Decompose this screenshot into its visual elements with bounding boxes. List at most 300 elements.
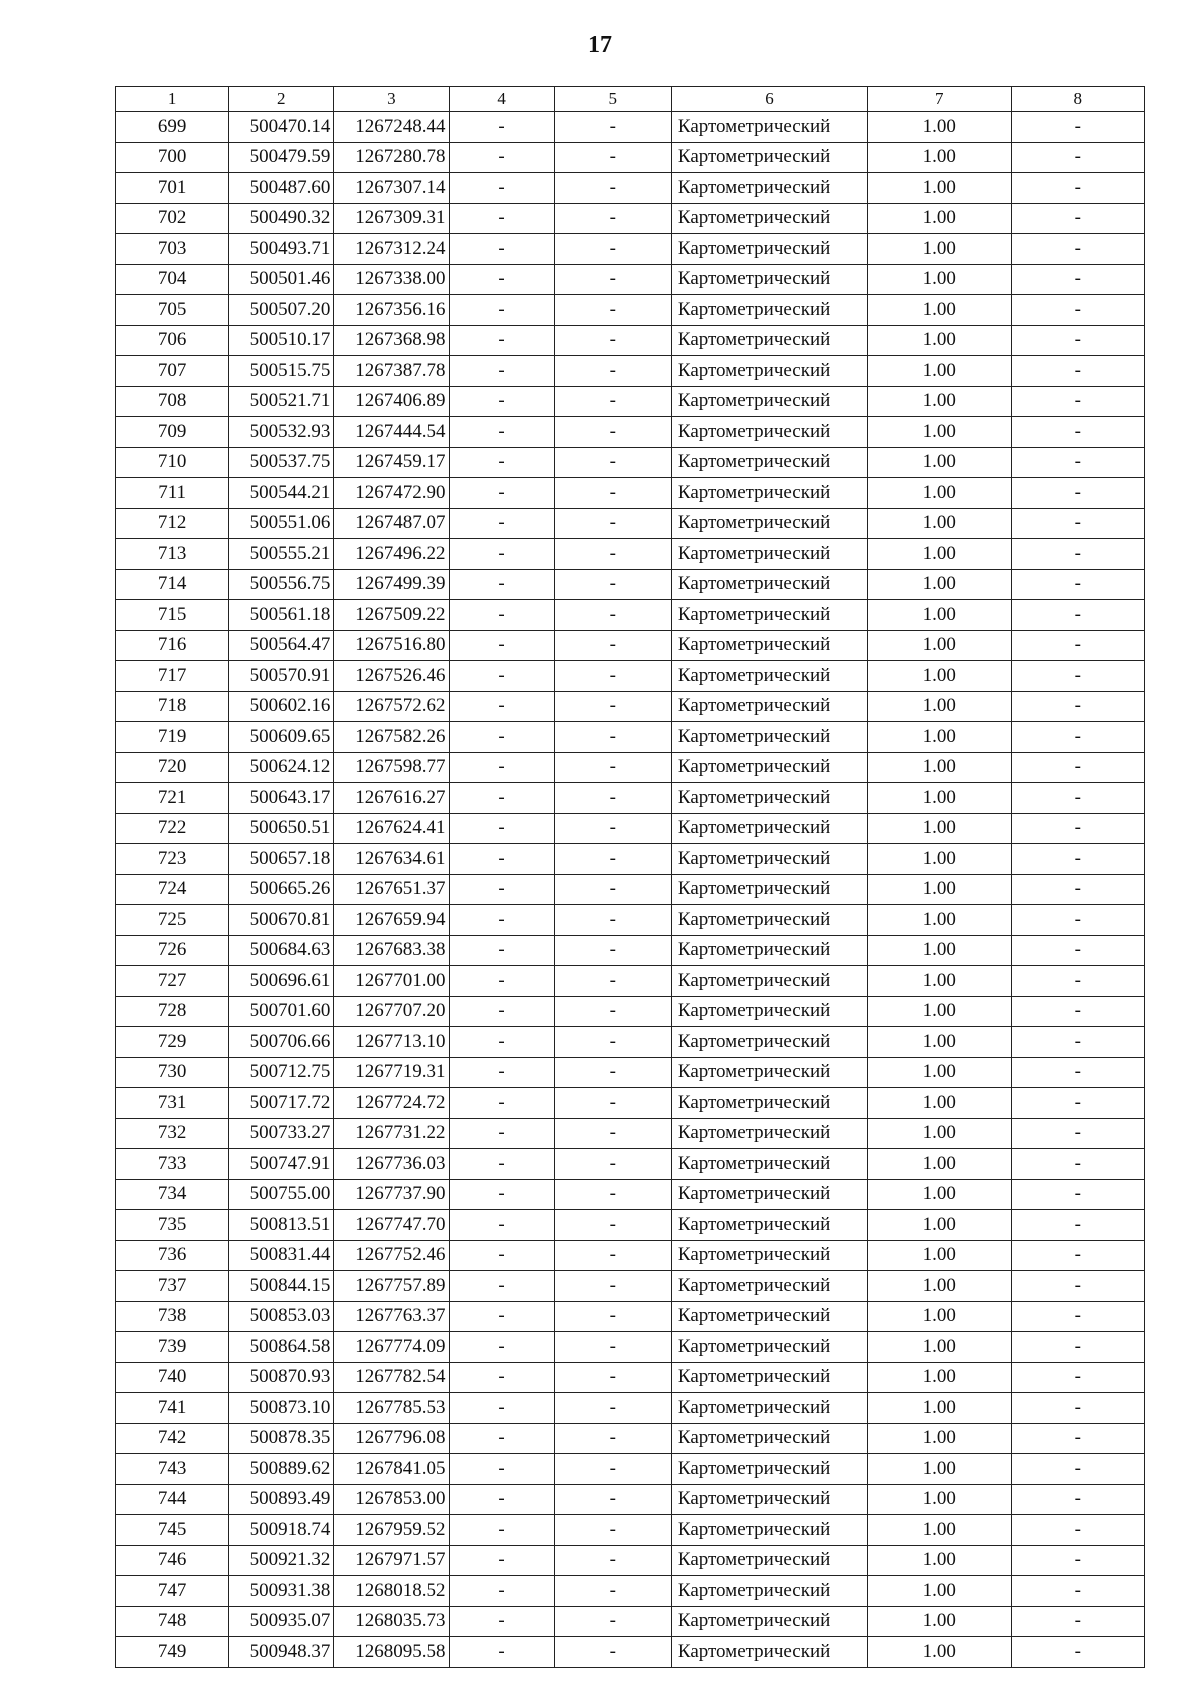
accuracy-cell: 1.00	[867, 966, 1011, 997]
column-4-cell: -	[449, 447, 554, 478]
method-cell: Картометрический	[671, 142, 867, 173]
x-coordinate-cell: 500696.61	[229, 966, 334, 997]
table-row	[116, 691, 1145, 722]
method-cell: Картометрический	[671, 1118, 867, 1149]
table-row	[116, 1332, 1145, 1363]
y-coordinate-cell: 1267736.03	[334, 1149, 449, 1180]
x-coordinate-cell: 500701.60	[229, 996, 334, 1027]
table-row	[116, 935, 1145, 966]
table-row	[116, 905, 1145, 936]
point-number-cell: 743	[116, 1454, 229, 1485]
point-number-cell: 733	[116, 1149, 229, 1180]
table-row	[116, 996, 1145, 1027]
column-5-cell: -	[554, 722, 671, 753]
accuracy-cell: 1.00	[867, 1179, 1011, 1210]
method-cell: Картометрический	[671, 783, 867, 814]
column-8-cell: -	[1011, 996, 1144, 1027]
y-coordinate-cell: 1267572.62	[334, 691, 449, 722]
column-8-cell: -	[1011, 1118, 1144, 1149]
accuracy-cell: 1.00	[867, 905, 1011, 936]
table-row	[116, 1149, 1145, 1180]
column-4-cell: -	[449, 508, 554, 539]
method-cell: Картометрический	[671, 1332, 867, 1363]
column-5-cell: -	[554, 386, 671, 417]
column-8-cell: -	[1011, 508, 1144, 539]
method-cell: Картометрический	[671, 112, 867, 143]
column-4-cell: -	[449, 1576, 554, 1607]
y-coordinate-cell: 1267719.31	[334, 1057, 449, 1088]
accuracy-cell: 1.00	[867, 1576, 1011, 1607]
method-cell: Картометрический	[671, 1576, 867, 1607]
accuracy-cell: 1.00	[867, 417, 1011, 448]
column-4-cell: -	[449, 996, 554, 1027]
table-row	[116, 1240, 1145, 1271]
x-coordinate-cell: 500609.65	[229, 722, 334, 753]
method-cell: Картометрический	[671, 356, 867, 387]
point-number-cell: 748	[116, 1606, 229, 1637]
table-row	[116, 295, 1145, 326]
y-coordinate-cell: 1267796.08	[334, 1423, 449, 1454]
x-coordinate-cell: 500643.17	[229, 783, 334, 814]
column-4-cell: -	[449, 813, 554, 844]
column-8-cell: -	[1011, 600, 1144, 631]
column-4-cell: -	[449, 1027, 554, 1058]
column-4-cell: -	[449, 142, 554, 173]
y-coordinate-cell: 1267248.44	[334, 112, 449, 143]
point-number-cell: 718	[116, 691, 229, 722]
table-row	[116, 1423, 1145, 1454]
y-coordinate-cell: 1267368.98	[334, 325, 449, 356]
point-number-cell: 747	[116, 1576, 229, 1607]
x-coordinate-cell: 500532.93	[229, 417, 334, 448]
column-5-cell: -	[554, 1149, 671, 1180]
y-coordinate-cell: 1267659.94	[334, 905, 449, 936]
table-row	[116, 447, 1145, 478]
column-5-cell: -	[554, 1301, 671, 1332]
method-cell: Картометрический	[671, 173, 867, 204]
column-4-cell: -	[449, 752, 554, 783]
x-coordinate-cell: 500853.03	[229, 1301, 334, 1332]
column-4-cell: -	[449, 1606, 554, 1637]
accuracy-cell: 1.00	[867, 1393, 1011, 1424]
method-cell: Картометрический	[671, 1210, 867, 1241]
column-5-cell: -	[554, 1271, 671, 1302]
column-5-cell: -	[554, 295, 671, 326]
column-8-cell: -	[1011, 417, 1144, 448]
x-coordinate-cell: 500717.72	[229, 1088, 334, 1119]
x-coordinate-cell: 500470.14	[229, 112, 334, 143]
column-5-cell: -	[554, 1454, 671, 1485]
point-number-cell: 731	[116, 1088, 229, 1119]
column-5-cell: -	[554, 447, 671, 478]
method-cell: Картометрический	[671, 1637, 867, 1668]
column-5-cell: -	[554, 325, 671, 356]
column-header: 4	[449, 87, 554, 112]
point-number-cell: 716	[116, 630, 229, 661]
column-4-cell: -	[449, 1423, 554, 1454]
column-8-cell: -	[1011, 203, 1144, 234]
table-row	[116, 142, 1145, 173]
y-coordinate-cell: 1267459.17	[334, 447, 449, 478]
accuracy-cell: 1.00	[867, 600, 1011, 631]
point-number-cell: 702	[116, 203, 229, 234]
column-5-cell: -	[554, 844, 671, 875]
column-8-cell: -	[1011, 447, 1144, 478]
y-coordinate-cell: 1267707.20	[334, 996, 449, 1027]
column-4-cell: -	[449, 630, 554, 661]
column-8-cell: -	[1011, 142, 1144, 173]
column-4-cell: -	[449, 1179, 554, 1210]
column-5-cell: -	[554, 996, 671, 1027]
column-4-cell: -	[449, 1149, 554, 1180]
point-number-cell: 708	[116, 386, 229, 417]
accuracy-cell: 1.00	[867, 1332, 1011, 1363]
y-coordinate-cell: 1267757.89	[334, 1271, 449, 1302]
column-8-cell: -	[1011, 661, 1144, 692]
accuracy-cell: 1.00	[867, 1423, 1011, 1454]
x-coordinate-cell: 500521.71	[229, 386, 334, 417]
accuracy-cell: 1.00	[867, 935, 1011, 966]
accuracy-cell: 1.00	[867, 112, 1011, 143]
y-coordinate-cell: 1267444.54	[334, 417, 449, 448]
column-header: 1	[116, 87, 229, 112]
point-number-cell: 741	[116, 1393, 229, 1424]
column-8-cell: -	[1011, 1240, 1144, 1271]
column-5-cell: -	[554, 874, 671, 905]
y-coordinate-cell: 1267853.00	[334, 1484, 449, 1515]
column-5-cell: -	[554, 112, 671, 143]
column-5-cell: -	[554, 173, 671, 204]
column-4-cell: -	[449, 1240, 554, 1271]
y-coordinate-cell: 1267774.09	[334, 1332, 449, 1363]
column-4-cell: -	[449, 1484, 554, 1515]
accuracy-cell: 1.00	[867, 478, 1011, 509]
column-8-cell: -	[1011, 569, 1144, 600]
point-number-cell: 732	[116, 1118, 229, 1149]
column-8-cell: -	[1011, 1545, 1144, 1576]
column-5-cell: -	[554, 1606, 671, 1637]
method-cell: Картометрический	[671, 1362, 867, 1393]
x-coordinate-cell: 500490.32	[229, 203, 334, 234]
column-header: 5	[554, 87, 671, 112]
x-coordinate-cell: 500870.93	[229, 1362, 334, 1393]
x-coordinate-cell: 500555.21	[229, 539, 334, 570]
x-coordinate-cell: 500670.81	[229, 905, 334, 936]
table-row	[116, 722, 1145, 753]
table-row	[116, 1515, 1145, 1546]
point-number-cell: 710	[116, 447, 229, 478]
x-coordinate-cell: 500931.38	[229, 1576, 334, 1607]
x-coordinate-cell: 500918.74	[229, 1515, 334, 1546]
point-number-cell: 735	[116, 1210, 229, 1241]
accuracy-cell: 1.00	[867, 1210, 1011, 1241]
column-4-cell: -	[449, 1301, 554, 1332]
point-number-cell: 704	[116, 264, 229, 295]
point-number-cell: 700	[116, 142, 229, 173]
column-8-cell: -	[1011, 752, 1144, 783]
column-8-cell: -	[1011, 173, 1144, 204]
table-row	[116, 752, 1145, 783]
column-4-cell: -	[449, 112, 554, 143]
point-number-cell: 709	[116, 417, 229, 448]
accuracy-cell: 1.00	[867, 1240, 1011, 1271]
column-8-cell: -	[1011, 1576, 1144, 1607]
column-4-cell: -	[449, 1393, 554, 1424]
column-4-cell: -	[449, 783, 554, 814]
method-cell: Картометрический	[671, 447, 867, 478]
column-8-cell: -	[1011, 1057, 1144, 1088]
point-number-cell: 742	[116, 1423, 229, 1454]
point-number-cell: 739	[116, 1332, 229, 1363]
accuracy-cell: 1.00	[867, 783, 1011, 814]
x-coordinate-cell: 500507.20	[229, 295, 334, 326]
y-coordinate-cell: 1267509.22	[334, 600, 449, 631]
table-row	[116, 1301, 1145, 1332]
column-4-cell: -	[449, 264, 554, 295]
table-row	[116, 661, 1145, 692]
method-cell: Картометрический	[671, 325, 867, 356]
column-5-cell: -	[554, 1423, 671, 1454]
table-row	[116, 783, 1145, 814]
column-4-cell: -	[449, 1515, 554, 1546]
column-4-cell: -	[449, 935, 554, 966]
point-number-cell: 749	[116, 1637, 229, 1668]
y-coordinate-cell: 1267651.37	[334, 874, 449, 905]
point-number-cell: 701	[116, 173, 229, 204]
accuracy-cell: 1.00	[867, 630, 1011, 661]
column-4-cell: -	[449, 600, 554, 631]
column-4-cell: -	[449, 539, 554, 570]
y-coordinate-cell: 1267309.31	[334, 203, 449, 234]
accuracy-cell: 1.00	[867, 295, 1011, 326]
table-row	[116, 234, 1145, 265]
point-number-cell: 714	[116, 569, 229, 600]
x-coordinate-cell: 500873.10	[229, 1393, 334, 1424]
y-coordinate-cell: 1267496.22	[334, 539, 449, 570]
table-row	[116, 1271, 1145, 1302]
point-number-cell: 706	[116, 325, 229, 356]
column-5-cell: -	[554, 966, 671, 997]
column-4-cell: -	[449, 1271, 554, 1302]
accuracy-cell: 1.00	[867, 661, 1011, 692]
column-8-cell: -	[1011, 844, 1144, 875]
point-number-cell: 722	[116, 813, 229, 844]
point-number-cell: 728	[116, 996, 229, 1027]
column-8-cell: -	[1011, 783, 1144, 814]
accuracy-cell: 1.00	[867, 1362, 1011, 1393]
point-number-cell: 734	[116, 1179, 229, 1210]
column-4-cell: -	[449, 569, 554, 600]
x-coordinate-cell: 500515.75	[229, 356, 334, 387]
method-cell: Картометрический	[671, 1088, 867, 1119]
accuracy-cell: 1.00	[867, 1515, 1011, 1546]
table-row	[116, 478, 1145, 509]
y-coordinate-cell: 1267713.10	[334, 1027, 449, 1058]
y-coordinate-cell: 1267634.61	[334, 844, 449, 875]
column-5-cell: -	[554, 478, 671, 509]
column-8-cell: -	[1011, 905, 1144, 936]
x-coordinate-cell: 500650.51	[229, 813, 334, 844]
y-coordinate-cell: 1267387.78	[334, 356, 449, 387]
y-coordinate-cell: 1267406.89	[334, 386, 449, 417]
table-row	[116, 1057, 1145, 1088]
column-5-cell: -	[554, 905, 671, 936]
column-8-cell: -	[1011, 966, 1144, 997]
point-number-cell: 720	[116, 752, 229, 783]
y-coordinate-cell: 1267752.46	[334, 1240, 449, 1271]
table-row	[116, 844, 1145, 875]
column-5-cell: -	[554, 142, 671, 173]
method-cell: Картометрический	[671, 630, 867, 661]
column-4-cell: -	[449, 173, 554, 204]
column-8-cell: -	[1011, 1393, 1144, 1424]
coordinates-table	[115, 86, 1145, 1668]
x-coordinate-cell: 500889.62	[229, 1454, 334, 1485]
x-coordinate-cell: 500551.06	[229, 508, 334, 539]
table-row	[116, 264, 1145, 295]
y-coordinate-cell: 1267971.57	[334, 1545, 449, 1576]
y-coordinate-cell: 1268035.73	[334, 1606, 449, 1637]
column-5-cell: -	[554, 1088, 671, 1119]
column-8-cell: -	[1011, 112, 1144, 143]
column-4-cell: -	[449, 417, 554, 448]
accuracy-cell: 1.00	[867, 325, 1011, 356]
method-cell: Картометрический	[671, 661, 867, 692]
accuracy-cell: 1.00	[867, 264, 1011, 295]
accuracy-cell: 1.00	[867, 508, 1011, 539]
method-cell: Картометрический	[671, 1393, 867, 1424]
method-cell: Картометрический	[671, 478, 867, 509]
table-row	[116, 356, 1145, 387]
point-number-cell: 745	[116, 1515, 229, 1546]
table-row	[116, 1454, 1145, 1485]
method-cell: Картометрический	[671, 1057, 867, 1088]
point-number-cell: 744	[116, 1484, 229, 1515]
column-8-cell: -	[1011, 1179, 1144, 1210]
column-8-cell: -	[1011, 1271, 1144, 1302]
method-cell: Картометрический	[671, 996, 867, 1027]
y-coordinate-cell: 1267526.46	[334, 661, 449, 692]
x-coordinate-cell: 500544.21	[229, 478, 334, 509]
column-4-cell: -	[449, 722, 554, 753]
x-coordinate-cell: 500556.75	[229, 569, 334, 600]
method-cell: Картометрический	[671, 508, 867, 539]
accuracy-cell: 1.00	[867, 203, 1011, 234]
column-4-cell: -	[449, 203, 554, 234]
x-coordinate-cell: 500864.58	[229, 1332, 334, 1363]
column-8-cell: -	[1011, 1454, 1144, 1485]
x-coordinate-cell: 500733.27	[229, 1118, 334, 1149]
table-row	[116, 1484, 1145, 1515]
column-4-cell: -	[449, 661, 554, 692]
method-cell: Картометрический	[671, 417, 867, 448]
column-8-cell: -	[1011, 539, 1144, 570]
column-4-cell: -	[449, 1118, 554, 1149]
table-row	[116, 386, 1145, 417]
table-row	[116, 600, 1145, 631]
table-row	[116, 1545, 1145, 1576]
column-5-cell: -	[554, 356, 671, 387]
column-8-cell: -	[1011, 478, 1144, 509]
accuracy-cell: 1.00	[867, 1484, 1011, 1515]
accuracy-cell: 1.00	[867, 1606, 1011, 1637]
y-coordinate-cell: 1267701.00	[334, 966, 449, 997]
column-4-cell: -	[449, 295, 554, 326]
table-row	[116, 539, 1145, 570]
column-5-cell: -	[554, 1240, 671, 1271]
table-row	[116, 1088, 1145, 1119]
x-coordinate-cell: 500657.18	[229, 844, 334, 875]
column-5-cell: -	[554, 1637, 671, 1668]
point-number-cell: 740	[116, 1362, 229, 1393]
x-coordinate-cell: 500878.35	[229, 1423, 334, 1454]
column-8-cell: -	[1011, 264, 1144, 295]
method-cell: Картометрический	[671, 1179, 867, 1210]
accuracy-cell: 1.00	[867, 447, 1011, 478]
table-row	[116, 417, 1145, 448]
column-header: 2	[229, 87, 334, 112]
y-coordinate-cell: 1267731.22	[334, 1118, 449, 1149]
accuracy-cell: 1.00	[867, 234, 1011, 265]
table-header-row	[116, 87, 1145, 112]
accuracy-cell: 1.00	[867, 996, 1011, 1027]
column-4-cell: -	[449, 1057, 554, 1088]
column-8-cell: -	[1011, 295, 1144, 326]
page-number: 17	[588, 32, 612, 58]
point-number-cell: 746	[116, 1545, 229, 1576]
method-cell: Картометрический	[671, 1545, 867, 1576]
column-5-cell: -	[554, 813, 671, 844]
point-number-cell: 713	[116, 539, 229, 570]
column-5-cell: -	[554, 417, 671, 448]
column-8-cell: -	[1011, 1362, 1144, 1393]
accuracy-cell: 1.00	[867, 1301, 1011, 1332]
column-5-cell: -	[554, 569, 671, 600]
accuracy-cell: 1.00	[867, 539, 1011, 570]
y-coordinate-cell: 1267763.37	[334, 1301, 449, 1332]
table-row	[116, 1179, 1145, 1210]
column-5-cell: -	[554, 1027, 671, 1058]
table-row	[116, 1210, 1145, 1241]
column-4-cell: -	[449, 1088, 554, 1119]
column-5-cell: -	[554, 1484, 671, 1515]
y-coordinate-cell: 1268095.58	[334, 1637, 449, 1668]
y-coordinate-cell: 1267841.05	[334, 1454, 449, 1485]
accuracy-cell: 1.00	[867, 813, 1011, 844]
x-coordinate-cell: 500844.15	[229, 1271, 334, 1302]
table-row	[116, 1027, 1145, 1058]
x-coordinate-cell: 500570.91	[229, 661, 334, 692]
column-4-cell: -	[449, 356, 554, 387]
column-8-cell: -	[1011, 1088, 1144, 1119]
method-cell: Картометрический	[671, 752, 867, 783]
column-8-cell: -	[1011, 1301, 1144, 1332]
point-number-cell: 703	[116, 234, 229, 265]
table-row	[116, 1637, 1145, 1668]
table-row	[116, 173, 1145, 204]
table-row	[116, 1576, 1145, 1607]
method-cell: Картометрический	[671, 295, 867, 326]
accuracy-cell: 1.00	[867, 874, 1011, 905]
column-5-cell: -	[554, 691, 671, 722]
column-8-cell: -	[1011, 935, 1144, 966]
accuracy-cell: 1.00	[867, 356, 1011, 387]
point-number-cell: 724	[116, 874, 229, 905]
y-coordinate-cell: 1267598.77	[334, 752, 449, 783]
x-coordinate-cell: 500747.91	[229, 1149, 334, 1180]
point-number-cell: 736	[116, 1240, 229, 1271]
column-8-cell: -	[1011, 356, 1144, 387]
